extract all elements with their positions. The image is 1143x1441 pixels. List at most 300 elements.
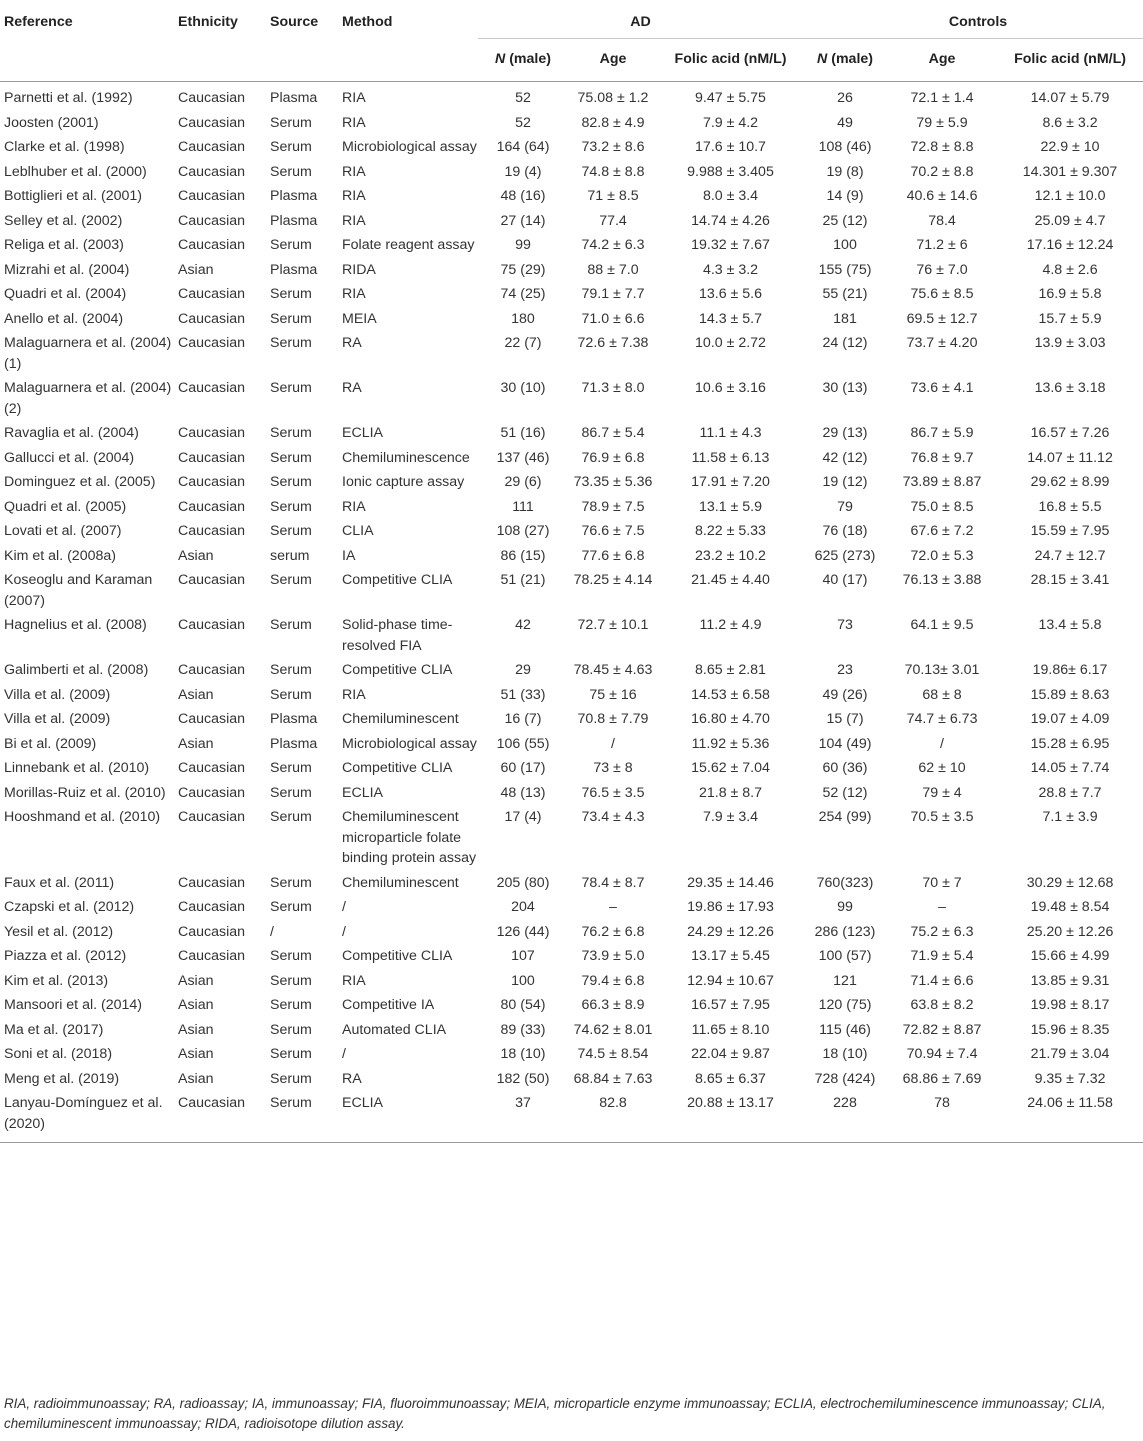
- table-row: [0, 135, 1143, 160]
- cell-reference: Mansoori et al. (2014): [4, 997, 143, 1013]
- cell-ad-n-male: 37: [515, 1095, 531, 1111]
- cell-ad-n-male: 22 (7): [504, 335, 542, 351]
- cell-reference: Mizrahi et al. (2004): [4, 261, 130, 278]
- cell-source: Serum: [270, 997, 312, 1013]
- cell-controls-n-male: 40 (17): [822, 572, 868, 588]
- cell-controls-n-male: 625 (273): [814, 547, 876, 564]
- cell-controls-folic-acid: 22.9 ± 10: [1040, 139, 1100, 155]
- table-body: [0, 82, 1143, 1143]
- cell-method: RIA: [342, 212, 366, 229]
- cell-ad-folic-acid: 11.1 ± 4.3: [699, 425, 762, 441]
- cell-ad-n-male: 74 (25): [500, 286, 546, 302]
- cell-source: Serum: [270, 760, 312, 776]
- cell-ethnicity: Caucasian: [178, 572, 246, 588]
- cell-controls-folic-acid: 9.35 ± 7.32: [1034, 1070, 1106, 1087]
- cell-ethnicity: Caucasian: [178, 899, 246, 915]
- cell-controls-n-male: 73: [837, 617, 853, 633]
- cell-reference: Religa et al. (2003): [4, 237, 124, 253]
- cell-controls-age: 62 ± 10: [918, 760, 966, 776]
- cell-ad-folic-acid: 10.6 ± 3.16: [695, 380, 766, 396]
- cell-controls-n-male: 108 (46): [818, 139, 872, 155]
- cell-ethnicity: Caucasian: [178, 188, 246, 204]
- cell-controls-folic-acid: 19.98 ± 8.17: [1030, 997, 1110, 1013]
- cell-controls-n-male: 52 (12): [822, 784, 868, 801]
- table-row: [0, 160, 1143, 185]
- cell-ad-folic-acid: 23.2 ± 10.2: [695, 547, 766, 564]
- cell-ad-n-male: 111: [512, 498, 534, 515]
- cell-ethnicity: Caucasian: [178, 212, 246, 229]
- cell-ad-folic-acid: 24.29 ± 12.26: [687, 923, 774, 940]
- cell-controls-age: 75.6 ± 8.5: [910, 286, 974, 302]
- cell-method: RIA: [342, 286, 366, 302]
- cell-controls-folic-acid: 24.7 ± 12.7: [1034, 547, 1106, 564]
- cell-reference: Ravaglia et al. (2004): [4, 425, 139, 441]
- cell-reference: Anello et al. (2004): [4, 310, 124, 327]
- table-row: [0, 993, 1143, 1018]
- cell-controls-age: 72.1 ± 1.4: [910, 90, 974, 106]
- cell-method: Microbiological assay: [342, 735, 477, 752]
- cell-ad-n-male: 30 (10): [500, 380, 546, 396]
- cell-ad-age: 74.2 ± 6.3: [581, 237, 645, 253]
- cell-ad-age: 77.4: [599, 212, 627, 229]
- cell-method: /: [342, 899, 346, 915]
- table-row: [0, 446, 1143, 471]
- table-row: [0, 258, 1143, 283]
- cell-method: RA: [342, 380, 362, 396]
- cell-ethnicity: Asian: [178, 1070, 214, 1087]
- cell-controls-folic-acid: 13.9 ± 3.03: [1034, 335, 1106, 351]
- cell-controls-n-male: 24 (12): [822, 335, 868, 351]
- cell-controls-n-male: 19 (8): [826, 163, 864, 180]
- cell-controls-n-male: 79: [837, 498, 853, 515]
- cell-ad-age: 73.2 ± 8.6: [581, 139, 645, 155]
- cell-method: ECLIA: [342, 784, 384, 801]
- cell-reference: Joosten (2001): [4, 114, 99, 131]
- cell-method: Folate reagent assay: [342, 237, 475, 253]
- cell-controls-age: 78: [934, 1095, 950, 1111]
- cell-ad-age: 72.6 ± 7.38: [577, 335, 649, 351]
- cell-reference: Selley et al. (2002): [4, 212, 123, 229]
- cell-ad-folic-acid: 8.22 ± 5.33: [695, 523, 766, 539]
- cell-ad-age: 78.25 ± 4.14: [573, 572, 653, 588]
- cell-reference: Linnebank et al. (2010): [4, 760, 150, 776]
- cell-ad-folic-acid: 7.9 ± 3.4: [702, 809, 759, 825]
- cell-controls-folic-acid: 16.8 ± 5.5: [1038, 498, 1102, 515]
- cell-ethnicity: Caucasian: [178, 711, 246, 727]
- cell-source: Serum: [270, 380, 312, 396]
- cell-ad-age: 76.2 ± 6.8: [581, 923, 645, 940]
- cell-controls-age: 71.9 ± 5.4: [910, 948, 974, 964]
- cell-controls-folic-acid: 24.06 ± 11.58: [1027, 1095, 1113, 1111]
- cell-controls-n-male: 15 (7): [826, 711, 864, 727]
- cell-method: ECLIA: [342, 1095, 384, 1111]
- cell-ethnicity: Caucasian: [178, 163, 246, 180]
- cell-source: Serum: [270, 449, 312, 466]
- table-row: [0, 421, 1143, 446]
- cell-ad-n-male: 107: [511, 948, 535, 964]
- cell-ad-n-male: 16 (7): [504, 711, 542, 727]
- cell-reference: Quadri et al. (2004): [4, 286, 127, 302]
- cell-method: Microbiological assay: [342, 139, 477, 155]
- cell-source: Serum: [270, 662, 312, 678]
- cell-controls-n-male: 55 (21): [822, 286, 868, 302]
- cell-ethnicity: Caucasian: [178, 114, 246, 131]
- cell-controls-folic-acid: 15.7 ± 5.9: [1038, 310, 1102, 327]
- cell-ad-n-male: 48 (16): [500, 188, 546, 204]
- cell-ethnicity: Caucasian: [178, 784, 246, 801]
- table-row: [0, 470, 1143, 495]
- cell-ad-n-male: 42: [515, 617, 531, 633]
- cell-reference: Lanyau-Domínguez et al. (2020): [4, 1095, 163, 1132]
- cell-ad-n-male: 80 (54): [500, 997, 546, 1013]
- cell-reference: Galimberti et al. (2008): [4, 662, 149, 678]
- cell-controls-folic-acid: 15.66 ± 4.99: [1030, 948, 1110, 964]
- cell-ad-age: 73.9 ± 5.0: [581, 948, 645, 964]
- cell-controls-folic-acid: 13.85 ± 9.31: [1030, 972, 1110, 989]
- cell-source: serum: [270, 547, 310, 564]
- cell-controls-n-male: 99: [837, 899, 853, 915]
- header-controls-age: Age: [928, 51, 956, 67]
- cell-ethnicity: Caucasian: [178, 874, 246, 891]
- cell-controls-folic-acid: 14.301 ± 9.307: [1022, 163, 1118, 180]
- cell-reference: Leblhuber et al. (2000): [4, 163, 147, 180]
- cell-source: Serum: [270, 617, 312, 633]
- table-row: [0, 613, 1143, 658]
- table-row: [0, 495, 1143, 520]
- cell-controls-n-male: 104 (49): [818, 735, 872, 752]
- cell-ad-n-male: 60 (17): [500, 760, 546, 776]
- cell-source: Serum: [270, 498, 312, 515]
- cell-reference: Meng et al. (2019): [4, 1070, 120, 1087]
- cell-source: Serum: [270, 972, 312, 989]
- header-group-controls: Controls: [803, 0, 1143, 39]
- cell-ad-n-male: 180: [511, 310, 535, 327]
- cell-controls-n-male: 254 (99): [818, 809, 872, 825]
- cell-reference: Dominguez et al. (2005): [4, 474, 156, 490]
- cell-ad-folic-acid: 8.65 ± 2.81: [695, 662, 766, 678]
- cell-controls-age: 40.6 ± 14.6: [906, 188, 978, 204]
- cell-ad-folic-acid: 21.45 ± 4.40: [691, 572, 770, 588]
- cell-controls-age: 67.6 ± 7.2: [910, 523, 974, 539]
- cell-controls-folic-acid: 28.15 ± 3.41: [1030, 572, 1110, 588]
- table-row: [0, 1067, 1143, 1092]
- table-row: [0, 519, 1143, 544]
- cell-ethnicity: Asian: [178, 735, 214, 752]
- cell-controls-n-male: 49 (26): [822, 686, 868, 703]
- cell-ad-age: 75 ± 16: [589, 686, 637, 703]
- cell-ad-folic-acid: 21.8 ± 8.7: [699, 784, 763, 801]
- cell-reference: Bi et al. (2009): [4, 735, 97, 752]
- cell-controls-folic-acid: 4.8 ± 2.6: [1042, 261, 1098, 278]
- cell-ad-age: 82.8 ± 4.9: [581, 114, 645, 131]
- cell-method: Competitive IA: [342, 997, 435, 1013]
- cell-ethnicity: Caucasian: [178, 286, 246, 302]
- cell-controls-n-male: 49: [837, 114, 853, 131]
- cell-controls-folic-acid: 19.86± 6.17: [1032, 662, 1108, 678]
- cell-ad-folic-acid: 16.57 ± 7.95: [691, 997, 770, 1013]
- cell-source: Serum: [270, 809, 312, 825]
- cell-controls-n-male: 121: [833, 972, 857, 989]
- cell-controls-n-male: 155 (75): [818, 261, 872, 278]
- cell-source: Serum: [270, 1070, 312, 1087]
- cell-ad-folic-acid: 9.47 ± 5.75: [695, 90, 766, 106]
- cell-ethnicity: Asian: [178, 547, 214, 564]
- cell-source: Serum: [270, 474, 312, 490]
- cell-ad-age: 78.45 ± 4.63: [573, 662, 653, 678]
- cell-controls-folic-acid: 15.89 ± 8.63: [1030, 686, 1110, 703]
- cell-controls-age: 73.89 ± 8.87: [902, 474, 982, 490]
- cell-controls-age: 75.2 ± 6.3: [910, 923, 974, 940]
- cell-controls-age: 71.4 ± 6.6: [910, 972, 974, 989]
- cell-controls-folic-acid: 21.79 ± 3.04: [1030, 1046, 1110, 1062]
- cell-controls-age: 72.8 ± 8.8: [910, 139, 974, 155]
- cell-source: Serum: [270, 286, 312, 302]
- cell-method: Automated CLIA: [342, 1021, 447, 1038]
- cell-reference: Faux et al. (2011): [4, 874, 115, 891]
- cell-ad-n-male: 126 (44): [496, 923, 550, 940]
- cell-ad-n-male: 52: [515, 90, 531, 106]
- cell-controls-n-male: 76 (18): [822, 523, 868, 539]
- cell-ad-folic-acid: 11.65 ± 8.10: [691, 1021, 770, 1038]
- cell-source: Serum: [270, 163, 312, 180]
- cell-source: Serum: [270, 139, 312, 155]
- cell-ad-n-male: 17 (4): [504, 809, 542, 825]
- header-source: Source: [270, 14, 319, 30]
- cell-controls-folic-acid: 29.62 ± 8.99: [1030, 474, 1110, 490]
- header-ad-n-male: [478, 39, 568, 82]
- header-n-letter: N: [495, 51, 506, 67]
- cell-ad-n-male: 18 (10): [500, 1046, 546, 1062]
- cell-ad-folic-acid: 10.0 ± 2.72: [695, 335, 766, 351]
- cell-method: Chemiluminescent microparticle folate binding protein assay: [342, 809, 477, 866]
- cell-method: Chemiluminescent: [342, 874, 459, 891]
- cell-controls-age: 72.82 ± 8.87: [902, 1021, 982, 1038]
- cell-controls-age: 79 ± 4: [922, 784, 962, 801]
- cell-method: MEIA: [342, 310, 377, 327]
- cell-ad-age: –: [609, 899, 617, 915]
- cell-ethnicity: Asian: [178, 261, 214, 278]
- cell-source: Plasma: [270, 188, 318, 204]
- cell-ad-folic-acid: 14.53 ± 6.58: [691, 686, 770, 703]
- cell-method: Competitive CLIA: [342, 572, 453, 588]
- cell-controls-age: 76.8 ± 9.7: [910, 449, 974, 466]
- cell-method: IA: [342, 547, 356, 564]
- cell-method: RA: [342, 1070, 362, 1087]
- cell-method: Competitive CLIA: [342, 760, 453, 776]
- cell-controls-n-male: 29 (13): [822, 425, 868, 441]
- header-controls-folic-acid: Folic acid (nM/L): [1014, 51, 1126, 67]
- cell-method: RIDA: [342, 261, 376, 278]
- cell-ethnicity: Caucasian: [178, 380, 246, 396]
- cell-controls-age: 71.2 ± 6: [916, 237, 968, 253]
- table-row: [0, 282, 1143, 307]
- cell-controls-age: –: [938, 899, 946, 915]
- table-row: [0, 658, 1143, 683]
- cell-controls-n-male: 25 (12): [822, 212, 868, 229]
- cell-ad-folic-acid: 13.6 ± 5.6: [699, 286, 763, 302]
- cell-ad-n-male: 19 (4): [504, 163, 542, 180]
- cell-controls-age: 76 ± 7.0: [916, 261, 968, 278]
- cell-ad-folic-acid: 13.1 ± 5.9: [699, 498, 763, 515]
- cell-controls-age: 64.1 ± 9.5: [910, 617, 974, 633]
- cell-controls-folic-acid: 25.09 ± 4.7: [1034, 212, 1106, 229]
- cell-controls-folic-acid: 15.59 ± 7.95: [1030, 523, 1110, 539]
- cell-controls-n-male: 286 (123): [814, 923, 876, 940]
- table-row: [0, 568, 1143, 613]
- cell-controls-age: 73.6 ± 4.1: [910, 380, 974, 396]
- cell-controls-age: 86.7 ± 5.9: [910, 425, 974, 441]
- cell-ad-n-male: 205 (80): [496, 874, 550, 891]
- cell-reference: Morillas-Ruiz et al. (2010): [4, 784, 166, 801]
- cell-controls-age: 70.13± 3.01: [904, 662, 980, 678]
- cell-ad-folic-acid: 9.988 ± 3.405: [687, 163, 774, 180]
- header-ad-folic-acid: Folic acid (nM/L): [674, 51, 787, 67]
- cell-source: Serum: [270, 1046, 312, 1062]
- cell-source: Serum: [270, 237, 312, 253]
- cell-controls-age: 68.86 ± 7.69: [902, 1070, 982, 1087]
- cell-controls-n-male: 19 (12): [822, 474, 868, 490]
- cell-ad-age: 71.3 ± 8.0: [581, 380, 645, 396]
- cell-ethnicity: Caucasian: [178, 1095, 246, 1111]
- cell-ethnicity: Caucasian: [178, 809, 246, 825]
- cell-ad-n-male: 29 (6): [504, 474, 542, 490]
- cell-method: ECLIA: [342, 425, 384, 441]
- cell-controls-folic-acid: 14.07 ± 5.79: [1030, 90, 1110, 106]
- cell-method: /: [342, 1046, 346, 1062]
- cell-ethnicity: Caucasian: [178, 923, 246, 940]
- cell-source: Serum: [270, 310, 312, 327]
- cell-ethnicity: Asian: [178, 1046, 214, 1062]
- cell-ethnicity: Caucasian: [178, 237, 246, 253]
- cell-controls-folic-acid: 13.6 ± 3.18: [1034, 380, 1106, 396]
- cell-controls-folic-acid: 30.29 ± 12.68: [1026, 874, 1114, 891]
- cell-reference: Piazza et al. (2012): [4, 948, 127, 964]
- cell-ethnicity: Caucasian: [178, 523, 246, 539]
- table-row: [0, 805, 1143, 871]
- cell-source: Serum: [270, 335, 312, 351]
- table-row: [0, 920, 1143, 945]
- cell-method: RA: [342, 335, 362, 351]
- cell-controls-n-male: 120 (75): [818, 997, 872, 1013]
- cell-ethnicity: Caucasian: [178, 90, 246, 106]
- cell-ad-n-male: 29: [515, 662, 531, 678]
- cell-ad-age: 73.35 ± 5.36: [573, 474, 653, 490]
- cell-ad-age: 86.7 ± 5.4: [581, 425, 645, 441]
- cell-source: Plasma: [270, 735, 318, 752]
- cell-ad-n-male: 27 (14): [500, 212, 546, 229]
- cell-ad-age: 71.0 ± 6.6: [581, 310, 645, 327]
- table-header: [0, 0, 1143, 82]
- cell-controls-n-male: 42 (12): [822, 449, 868, 466]
- cell-ethnicity: Asian: [178, 972, 214, 989]
- table-row: [0, 895, 1143, 920]
- cell-ad-age: 74.5 ± 8.54: [577, 1046, 649, 1062]
- cell-controls-age: 74.7 ± 6.73: [906, 711, 978, 727]
- cell-ad-n-male: 204: [511, 899, 535, 915]
- table-footnote: RIA, radioimmunoassay; RA, radioassay; IA, immunoassay; FIA, fluoroimmunoassay; MEIA, microparticle enzyme immunoassay; ECLIA, electrochemiluminescence immunoassay; CLIA, chemiluminescent immunoassay; RIDA, radioisotope dilution assay.: [4, 1396, 1106, 1431]
- cell-ad-age: 78.4 ± 8.7: [581, 874, 645, 891]
- cell-controls-age: 75.0 ± 8.5: [910, 498, 974, 515]
- cell-ethnicity: Caucasian: [178, 335, 246, 351]
- header-ethnicity: Ethnicity: [178, 14, 238, 30]
- cell-controls-age: 69.5 ± 12.7: [906, 310, 978, 327]
- cell-ad-folic-acid: 13.17 ± 5.45: [691, 948, 770, 964]
- table-row: [0, 209, 1143, 234]
- cell-controls-age: 70 ± 7: [922, 874, 962, 891]
- table-row: [0, 82, 1143, 111]
- table-row: [0, 871, 1143, 896]
- cell-ad-folic-acid: 16.80 ± 4.70: [691, 711, 770, 727]
- cell-ad-folic-acid: 22.04 ± 9.87: [691, 1046, 770, 1062]
- cell-ad-age: 78.9 ± 7.5: [581, 498, 645, 515]
- cell-method: RIA: [342, 686, 366, 703]
- cell-controls-age: 76.13 ± 3.88: [902, 572, 982, 588]
- cell-controls-folic-acid: 17.16 ± 12.24: [1026, 237, 1114, 253]
- cell-ad-age: 74.62 ± 8.01: [573, 1021, 653, 1038]
- cell-ad-age: 82.8: [599, 1095, 627, 1111]
- cell-controls-folic-acid: 19.48 ± 8.54: [1030, 899, 1110, 915]
- cell-source: Serum: [270, 874, 312, 891]
- cell-ad-folic-acid: 11.58 ± 6.13: [691, 449, 770, 466]
- cell-controls-age: 78.4: [928, 212, 956, 229]
- cell-controls-folic-acid: 16.9 ± 5.8: [1038, 286, 1102, 302]
- cell-ad-age: 76.6 ± 7.5: [581, 523, 645, 539]
- header-group-ad: AD: [478, 0, 803, 39]
- cell-ad-n-male: 89 (33): [500, 1021, 546, 1038]
- cell-ad-n-male: 100: [511, 972, 535, 989]
- header-controls-n-male: [803, 39, 887, 82]
- cell-reference: Ma et al. (2017): [4, 1021, 104, 1038]
- cell-method: RIA: [342, 90, 366, 106]
- table-row: [0, 707, 1143, 732]
- cell-ad-folic-acid: 20.88 ± 13.17: [687, 1095, 774, 1111]
- table-row: [0, 233, 1143, 258]
- cell-source: Serum: [270, 523, 312, 539]
- cell-method: Chemiluminescent: [342, 711, 459, 727]
- cell-controls-folic-acid: 25.20 ± 12.26: [1026, 923, 1114, 940]
- cell-source: Serum: [270, 1021, 312, 1038]
- cell-source: Plasma: [270, 261, 318, 278]
- cell-controls-age: /: [940, 735, 944, 752]
- cell-source: Plasma: [270, 711, 318, 727]
- cell-controls-n-male: 115 (46): [819, 1021, 871, 1038]
- cell-controls-n-male: 26: [837, 90, 853, 106]
- cell-source: Serum: [270, 948, 312, 964]
- cell-controls-age: 63.8 ± 8.2: [910, 997, 974, 1013]
- header-reference: Reference: [4, 14, 73, 30]
- header-ad-age: Age: [599, 51, 627, 67]
- cell-controls-n-male: 14 (9): [826, 188, 864, 204]
- cell-ad-folic-acid: 8.0 ± 3.4: [702, 188, 759, 204]
- cell-ad-folic-acid: 11.2 ± 4.9: [699, 617, 762, 633]
- cell-method: Chemiluminescence: [342, 449, 470, 466]
- cell-controls-n-male: 760(323): [816, 874, 874, 891]
- cell-ad-folic-acid: 14.74 ± 4.26: [691, 212, 770, 229]
- table-row: [0, 683, 1143, 708]
- table-row: [0, 1042, 1143, 1067]
- cell-method: Ionic capture assay: [342, 474, 465, 490]
- cell-method: RIA: [342, 188, 366, 204]
- cell-controls-n-male: 181: [833, 310, 857, 327]
- table-row: [0, 376, 1143, 421]
- cell-source: Serum: [270, 425, 312, 441]
- cell-controls-age: 70.2 ± 8.8: [910, 163, 974, 180]
- cell-ad-age: /: [611, 735, 615, 752]
- cell-ad-n-male: 51 (16): [500, 425, 546, 441]
- cell-ad-age: 75.08 ± 1.2: [577, 90, 649, 106]
- cell-controls-age: 70.94 ± 7.4: [906, 1046, 978, 1062]
- cell-source: Serum: [270, 686, 312, 703]
